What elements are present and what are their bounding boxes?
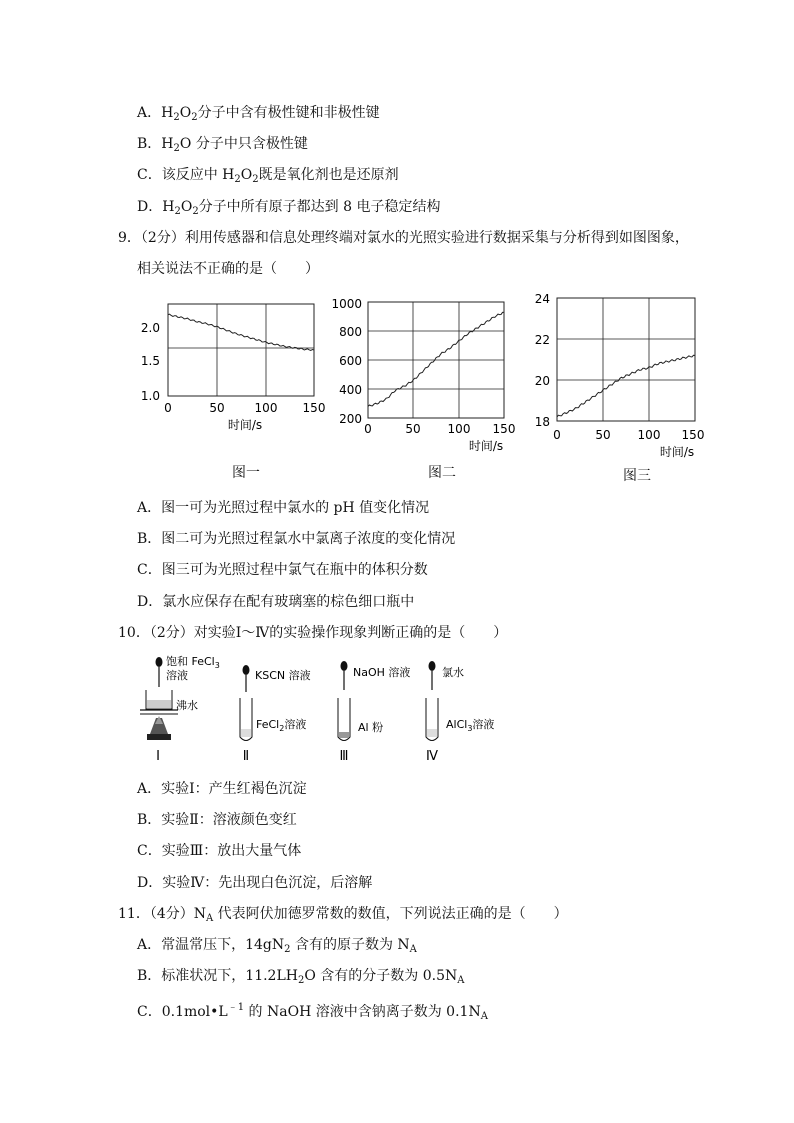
chart-3-frame — [557, 298, 695, 421]
label-III: Ⅲ — [339, 749, 349, 764]
chart-1 — [141, 304, 326, 432]
chart-1-caption: 图一 — [232, 465, 260, 481]
chart-2-ytick: 800 — [339, 325, 362, 339]
q9-charts — [0, 290, 794, 490]
q9-option-c: C．图三可为光照过程中氯气在瓶中的体积分数 — [137, 562, 428, 578]
q8-option-c: C．该反应中 $H_2O_2$既是氧化剂也是还原剂 — [137, 167, 399, 185]
experiment-2 — [240, 665, 311, 764]
chart-2-xtick: 100 — [447, 422, 471, 436]
chart-1-ytick: 2.0 — [140, 321, 160, 335]
chart-3-xtick: 150 — [681, 428, 705, 442]
q10-apparatus — [0, 652, 794, 772]
experiment-4 — [426, 661, 494, 764]
chart-2-caption: 图二 — [428, 465, 456, 481]
chart-2-ytick: 400 — [339, 383, 362, 397]
chart-1-frame — [168, 304, 314, 396]
q11-option-a: A．常温常压下，$14gN_2$ 含有的原子数为 $N_A$ — [137, 937, 417, 955]
chart-2-xlabel: 时间/s — [468, 439, 504, 453]
experiment-1 — [140, 654, 220, 764]
chart-3-xlabel: 时间/s — [659, 445, 695, 459]
dropper-bulb — [243, 665, 250, 675]
tube-content: FeCl$_2$溶液 — [256, 718, 307, 733]
q10-option-a: A．实验Ⅰ：产生红褐色沉淀 — [137, 781, 307, 797]
chart-3-ytick: 24 — [534, 292, 550, 306]
chart-3-xtick: 50 — [595, 428, 611, 442]
chart-3-xtick: 0 — [553, 428, 561, 442]
reagent-label: KSCN 溶液 — [255, 669, 311, 682]
q9-stem: 9．（2分）利用传感器和信息处理终端对氯水的光照实验进行数据采集与分析得到如图图象， — [118, 230, 689, 246]
chart-3-series-line — [557, 355, 695, 417]
chart-2 — [331, 297, 515, 453]
chart-1-series-line — [168, 314, 314, 350]
chart-1-ytick: 1.0 — [140, 389, 160, 403]
tube-content: AlCl$_3$溶液 — [446, 718, 495, 733]
dropper-bulb — [429, 661, 436, 671]
q9-stem-line2: 相关说法不正确的是（ ） — [137, 261, 319, 277]
q8-option-a: A．$H_2O_2$分子中含有极性键和非极性键 — [137, 105, 380, 123]
chart-2-ytick: 200 — [339, 412, 362, 426]
chart-2-series-line — [368, 312, 504, 406]
chart-3-ytick: 18 — [534, 415, 550, 429]
tube-content: Al 粉 — [358, 721, 384, 734]
chart-2-xtick: 0 — [364, 422, 372, 436]
q9-option-d: D．氯水应保存在配有玻璃塞的棕色细口瓶中 — [137, 594, 415, 610]
chart-3-caption: 图三 — [623, 468, 651, 484]
experiment-3 — [338, 661, 410, 764]
chart-2-ytick: 1000 — [331, 297, 362, 311]
chart-3-ytick: 20 — [534, 374, 550, 388]
q10-stem: 10．（2分）对实验Ⅰ～Ⅳ的实验操作现象判断正确的是（ ） — [118, 625, 508, 641]
chart-1-xtick: 150 — [302, 401, 326, 415]
chart-3 — [535, 292, 705, 459]
chart-2-xtick: 150 — [492, 422, 516, 436]
chart-2-xtick: 50 — [405, 422, 421, 436]
q8-option-d: D．$H_2O_2$分子中所有原子都达到 8 电子稳定结构 — [137, 199, 441, 217]
dropper-bulb — [156, 657, 163, 667]
label-II: Ⅱ — [242, 749, 250, 764]
q10-option-c: C．实验Ⅲ：放出大量气体 — [137, 843, 302, 859]
dropper-bulb — [341, 661, 348, 671]
chart-1-xlabel: 时间/s — [227, 418, 263, 432]
reagent-label: 溶液 — [166, 669, 188, 682]
q11-stem: 11．（4分）$N_A$ 代表阿伏加德罗常数的数值，下列说法正确的是（ ） — [118, 906, 568, 924]
chart-3-xtick: 100 — [637, 428, 661, 442]
chart-3-ytick: 22 — [534, 333, 550, 347]
label-I: Ⅰ — [156, 749, 160, 764]
chart-2-ytick: 600 — [339, 354, 362, 368]
chart-1-ytick: 1.5 — [140, 354, 160, 368]
reagent-label: NaOH 溶液 — [353, 666, 411, 679]
reagent-label: 氯水 — [442, 666, 464, 679]
q11-option-b: B．标准状况下，$11.2LH_2O$ 含有的分子数为 $0.5N_A$ — [137, 968, 465, 986]
q10-option-d: D．实验Ⅳ：先出现白色沉淀，后溶解 — [137, 875, 373, 891]
chart-1-xtick: 0 — [164, 401, 172, 415]
chart-1-xtick: 100 — [254, 401, 278, 415]
reagent-label: 饱和 FeCl$_3$ — [166, 655, 220, 670]
boiling-water-label: 沸水 — [176, 699, 198, 712]
chart-1-xtick: 50 — [209, 401, 225, 415]
q10-option-b: B．实验Ⅱ：溶液颜色变红 — [137, 812, 297, 828]
q9-option-a: A．图一可为光照过程中氯水的 pH 值变化情况 — [137, 500, 430, 516]
q8-option-b: B．$H_2O$ 分子中只含极性键 — [137, 136, 308, 154]
q11-option-c: C．$0.1mol•L^{﹣1}$ 的 NaOH 溶液中含钠离子数为 $0.1N_A$ — [137, 1002, 488, 1022]
q9-option-b: B．图二可为光照过程氯水中氯离子浓度的变化情况 — [137, 531, 456, 547]
label-IV: Ⅳ — [426, 749, 438, 764]
